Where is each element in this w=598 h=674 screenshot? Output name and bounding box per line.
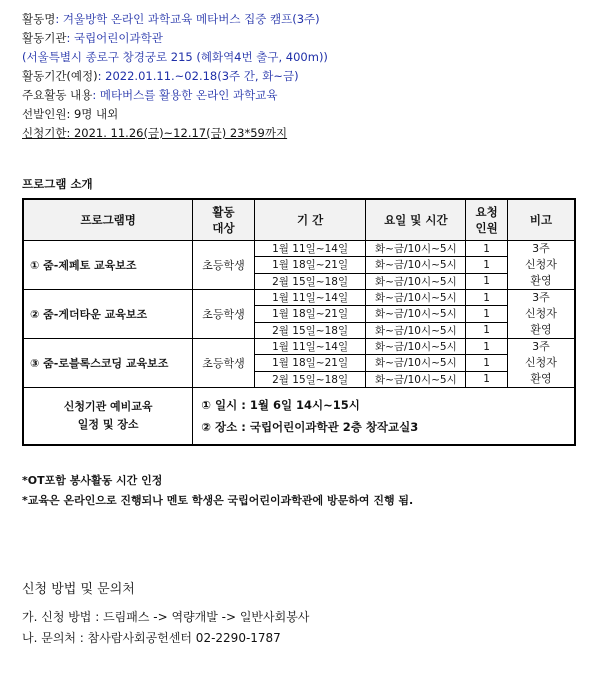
apply-method: 가. 신청 방법 : 드림패스 -> 역량개발 -> 일반사회봉사 — [22, 610, 310, 624]
footer-place: ② 장소 : 국립어린이과학관 2층 창작교실3 — [201, 420, 419, 434]
program-period: 2월 15일~18일 — [254, 371, 366, 387]
footer-detail — [193, 388, 575, 446]
program-count: 1 — [466, 273, 508, 289]
org-value: : 국립어린이과학관 — [66, 31, 163, 45]
program-target: 초등학생 — [193, 241, 255, 290]
address-value: (서울특별시 종로구 창경궁로 215 (혜화역4번 출구, 400m)) — [22, 50, 328, 64]
footer-row — [23, 388, 575, 446]
activity-value: : 겨울방학 온라인 과학교육 메타버스 집중 캠프(3주) — [55, 12, 320, 26]
header-day-time: 요일 및 시간 — [366, 199, 466, 241]
program-name: ② 줌-게더타운 교육보조 — [23, 290, 193, 339]
period-row — [22, 67, 328, 86]
address-row — [22, 48, 328, 67]
note-line: *OT포함 봉사활동 시간 인정 — [22, 474, 163, 487]
inquiry-contact: 나. 문의처 : 참사람사회공헌센터 02-2290-1787 — [22, 631, 281, 645]
program-target: 초등학생 — [193, 290, 255, 339]
program-count: 1 — [466, 306, 508, 322]
program-day-time: 화~금/10시~5시 — [366, 273, 466, 289]
selection-label: 선발인원 — [22, 107, 67, 121]
program-day-time: 화~금/10시~5시 — [366, 339, 466, 355]
program-count: 1 — [466, 322, 508, 338]
note-line: *교육은 온라인으로 진행되나 멘토 학생은 국립어린이과학관에 방문하여 진행 됨. — [22, 494, 414, 507]
main-activity-row — [22, 86, 328, 105]
program-name: ① 줌-제페토 교육보조 — [23, 241, 193, 290]
program-period: 1월 18일~21일 — [254, 355, 366, 371]
program-count: 1 — [466, 241, 508, 257]
activity-info — [22, 10, 328, 143]
program-period: 1월 18일~21일 — [254, 257, 366, 273]
program-period: 1월 11일~14일 — [254, 241, 366, 257]
deadline-value: : 2021. 11.26(금)~12.17(금) 23*59까지 — [66, 126, 288, 140]
program-count: 1 — [466, 257, 508, 273]
period-label: 활동기간(예정) — [22, 69, 98, 83]
table-header-row — [23, 199, 575, 241]
table-row — [23, 339, 575, 355]
program-name: ③ 줌-로블록스코딩 교육보조 — [23, 339, 193, 388]
program-period: 1월 11일~14일 — [254, 290, 366, 306]
selection-value: : 9명 내외 — [66, 107, 119, 121]
header-note: 비고 — [507, 199, 575, 241]
program-target: 초등학생 — [193, 339, 255, 388]
program-note: 3주 신청자 환영 — [507, 290, 575, 339]
activity-row — [22, 10, 328, 29]
deadline-row — [22, 124, 328, 143]
org-label: 활동기관 — [22, 31, 67, 45]
program-period: 2월 15일~18일 — [254, 322, 366, 338]
footer-label: 신청기관 예비교육 일정 및 장소 — [23, 388, 193, 446]
program-day-time: 화~금/10시~5시 — [366, 241, 466, 257]
program-count: 1 — [466, 371, 508, 387]
program-count: 1 — [466, 339, 508, 355]
program-day-time: 화~금/10시~5시 — [366, 371, 466, 387]
selection-row — [22, 105, 328, 124]
program-period: 1월 11일~14일 — [254, 339, 366, 355]
notes — [22, 471, 413, 511]
contact-section — [22, 578, 309, 649]
table-row — [23, 241, 575, 257]
program-day-time: 화~금/10시~5시 — [366, 322, 466, 338]
program-period: 1월 18일~21일 — [254, 306, 366, 322]
section-title: 프로그램 소개 — [22, 177, 93, 191]
program-table — [22, 198, 576, 446]
program-count: 1 — [466, 290, 508, 306]
period-value: : 2022.01.11.~02.18(3주 간, 화~금) — [97, 69, 299, 83]
program-note: 3주 신청자 환영 — [507, 241, 575, 290]
header-target: 활동 대상 — [193, 199, 255, 241]
program-day-time: 화~금/10시~5시 — [366, 306, 466, 322]
program-day-time: 화~금/10시~5시 — [366, 290, 466, 306]
activity-label: 활동명 — [22, 12, 56, 26]
header-period: 기 간 — [254, 199, 366, 241]
program-count: 1 — [466, 355, 508, 371]
contact-title: 신청 방법 및 문의처 — [22, 582, 135, 597]
header-count: 요청 인원 — [466, 199, 508, 241]
header-program-name: 프로그램명 — [23, 199, 193, 241]
program-period: 2월 15일~18일 — [254, 273, 366, 289]
org-row — [22, 29, 328, 48]
footer-date: ① 일시 : 1월 6일 14시~15시 — [201, 398, 360, 412]
program-note: 3주 신청자 환영 — [507, 339, 575, 388]
main-activity-value: : 메타버스를 활용한 온라인 과학교육 — [92, 88, 278, 102]
table-row — [23, 290, 575, 306]
program-day-time: 화~금/10시~5시 — [366, 257, 466, 273]
program-day-time: 화~금/10시~5시 — [366, 355, 466, 371]
deadline-label: 신청기한 — [22, 126, 67, 140]
main-activity-label: 주요활동 내용 — [22, 88, 93, 102]
